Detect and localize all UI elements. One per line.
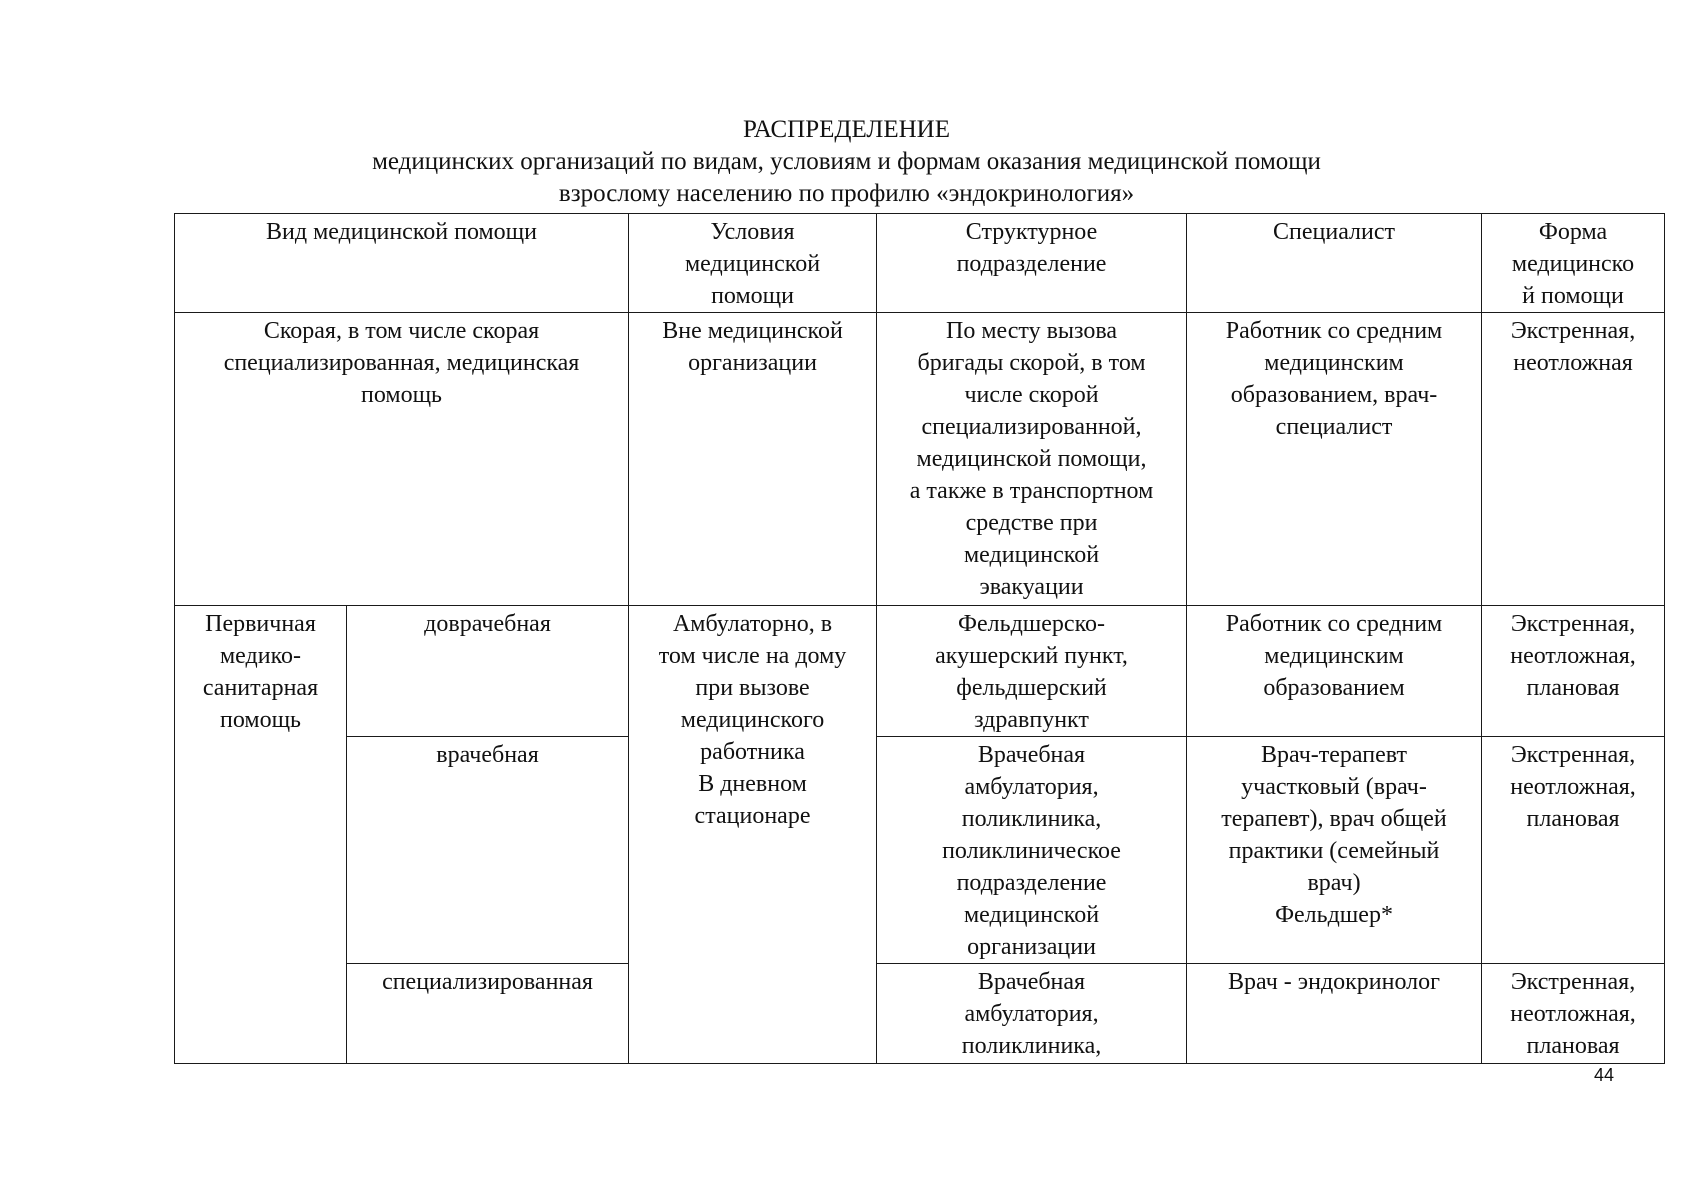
document-subtitle-line-1: медицинских организаций по видам, условиям и формам оказания медицинской помощи	[372, 148, 1321, 175]
header-unit: Структурное подразделение	[877, 214, 1187, 313]
table-row-primary-physician	[175, 737, 1665, 964]
emergency-specialist: Работник со средним медицинским образованием, врач- специалист	[1187, 313, 1482, 606]
table-row-emergency	[175, 313, 1665, 606]
table-row-primary-prehospital	[175, 606, 1665, 737]
header-form: Форма медицинско й помощи	[1482, 214, 1665, 313]
header-kind: Вид медицинской помощи	[175, 214, 629, 313]
page-number: 44	[1594, 1065, 1615, 1085]
table-row-primary-specialized	[175, 964, 1665, 1064]
primary-form: Экстренная, неотложная, плановая	[1482, 964, 1665, 1064]
emergency-unit: По месту вызова бригады скорой, в том числе скорой специализированной, медицинской помощи, а также в транспортном средстве при медицинской эвакуации	[877, 313, 1187, 606]
primary-specialist: Работник со средним медицинским образованием	[1187, 606, 1482, 737]
document-title: РАСПРЕДЕЛЕНИЕ	[742, 116, 951, 143]
primary-group-label: Первичная медико- санитарная помощь	[175, 606, 347, 1064]
primary-unit: Фельдшерско- акушерский пункт, фельдшерский здравпункт	[877, 606, 1187, 737]
emergency-conditions: Вне медицинской организации	[629, 313, 877, 606]
primary-form: Экстренная, неотложная, плановая	[1482, 737, 1665, 964]
primary-subtype: доврачебная	[347, 606, 629, 737]
document-subtitle-line-2: взрослому населению по профилю «эндокринология»	[558, 180, 1135, 207]
primary-unit: Врачебная амбулатория, поликлиника, поликлиническое подразделение медицинской организации	[877, 737, 1187, 964]
document-header	[0, 114, 1693, 210]
primary-form: Экстренная, неотложная, плановая	[1482, 606, 1665, 737]
primary-unit: Врачебная амбулатория, поликлиника,	[877, 964, 1187, 1064]
header-row	[175, 214, 1665, 313]
header-conditions: Условия медицинской помощи	[629, 214, 877, 313]
distribution-table	[174, 213, 1665, 1064]
primary-subtype: специализированная	[347, 964, 629, 1064]
primary-specialist: Врач-терапевт участковый (врач- терапевт), врач общей практики (семейный врач) Фельдшер*	[1187, 737, 1482, 964]
emergency-form: Экстренная, неотложная	[1482, 313, 1665, 606]
emergency-kind: Скорая, в том числе скорая специализированная, медицинская помощь	[175, 313, 629, 606]
primary-conditions: Амбулаторно, в том числе на дому при вызове медицинского работника В дневном стационаре	[629, 606, 877, 1064]
primary-subtype: врачебная	[347, 737, 629, 964]
primary-specialist: Врач - эндокринолог	[1187, 964, 1482, 1064]
header-specialist: Специалист	[1187, 214, 1482, 313]
